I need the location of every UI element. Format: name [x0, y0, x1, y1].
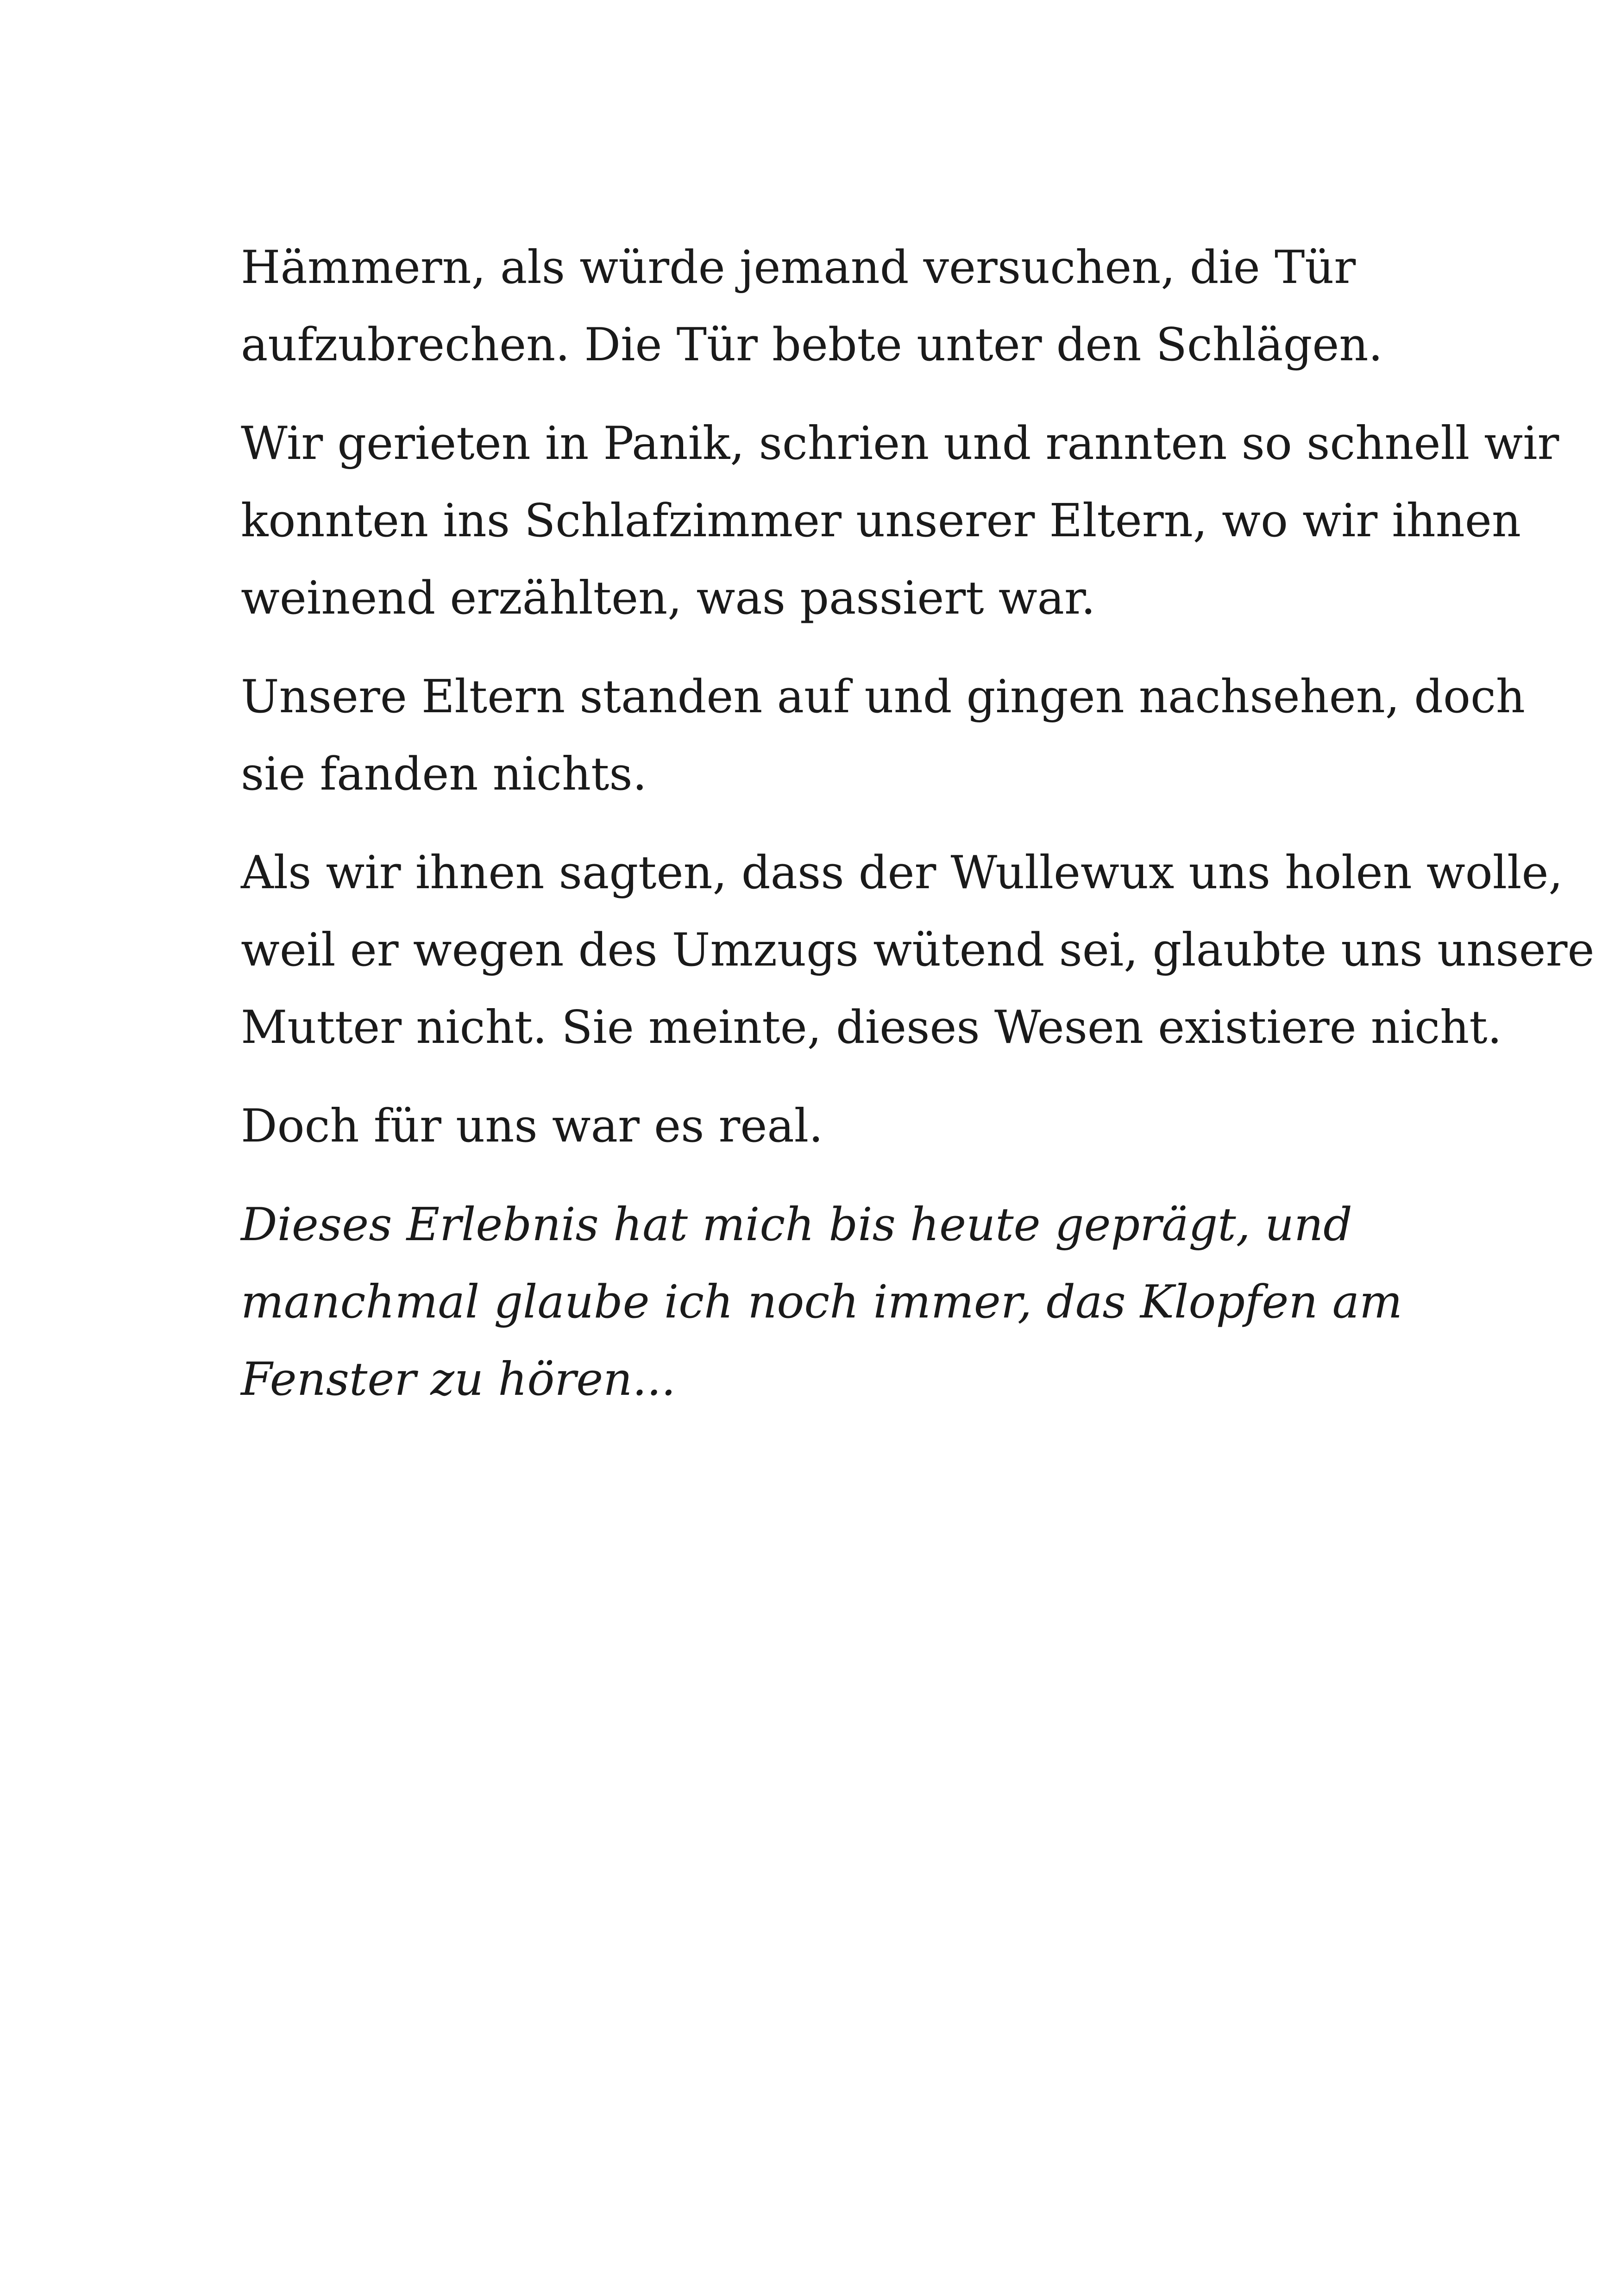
- paragraph: [241, 834, 1595, 1066]
- closing-line: manchmal glaube ich noch immer, das Klopfen am: [241, 1276, 1402, 1329]
- text-line: Doch für uns war es real.: [241, 1100, 823, 1153]
- text-line: konnten ins Schlafzimmer unserer Eltern, wo wir ihnen: [241, 495, 1521, 547]
- text-line: Hämmern, als würde jemand versuchen, die Tür: [241, 241, 1356, 294]
- paragraph: [241, 659, 1525, 813]
- text-line: Wir gerieten in Panik, schrien und rannten so schnell wir: [241, 417, 1559, 470]
- paragraph: [241, 1088, 1464, 1165]
- document-body: [241, 229, 1595, 1418]
- text-line: aufzubrechen. Die Tür bebte unter den Schlägen.: [241, 319, 1383, 371]
- text-line: weinend erzählten, was passiert war.: [241, 572, 1096, 625]
- text-line: Unsere Eltern standen auf und gingen nachsehen, doch: [241, 671, 1525, 723]
- text-line: sie fanden nichts.: [241, 748, 647, 801]
- paragraph: [241, 405, 1559, 637]
- closing-line: Dieses Erlebnis hat mich bis heute geprägt, und: [241, 1198, 1352, 1251]
- text-line: Als wir ihnen sagten, dass der Wullewux uns holen wolle,: [241, 847, 1563, 899]
- text-line: Mutter nicht. Sie meinte, dieses Wesen existiere nicht.: [241, 1001, 1502, 1054]
- paragraph: [241, 229, 1464, 384]
- closing-paragraph: [241, 1186, 1464, 1418]
- text-line: weil er wegen des Umzugs wütend sei, glaubte uns unsere: [241, 924, 1595, 977]
- closing-line: Fenster zu hören...: [241, 1353, 676, 1406]
